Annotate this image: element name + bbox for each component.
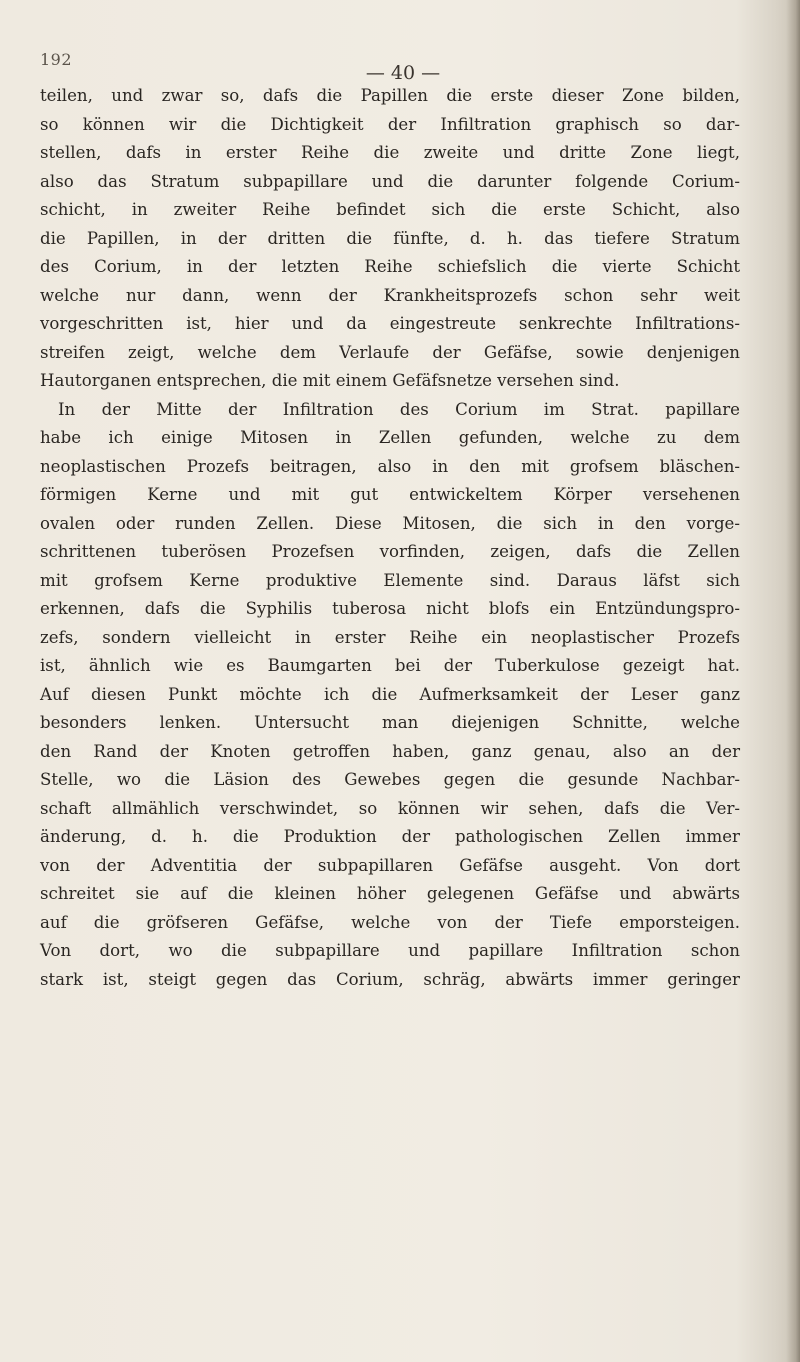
text-line: stellen, dafs in erster Reihe die zweite und dritte Zone liegt,	[40, 143, 740, 162]
text-line: neoplastischen Prozefs beitragen, also in den mit grofsem bläschen-	[40, 456, 740, 476]
text-line: also das Stratum subpapillare und die darunter folgende Corium-	[40, 171, 740, 191]
text-line: teilen, und zwar so, dafs die Papillen die erste dieser Zone bilden,	[40, 86, 740, 105]
text-line: förmigen Kerne und mit gut entwickeltem Körper versehenen	[40, 485, 740, 504]
text-line: schrittenen tuberösen Prozefsen vorfinden, zeigen, dafs die Zellen	[40, 542, 740, 561]
text-line: welche nur dann, wenn der Krankheitsprozefs schon sehr weit	[40, 285, 740, 305]
text-line: zefs, sondern vielleicht in erster Reihe ein neoplastischer Prozefs	[40, 627, 740, 647]
signature-mark: 192	[40, 50, 73, 69]
text-line: die Papillen, in der dritten die fünfte, d. h. das tiefere Stratum	[40, 228, 740, 248]
text-line: stark ist, steigt gegen das Corium, schräg, abwärts immer geringer	[40, 969, 740, 989]
text-line: Stelle, wo die Läsion des Gewebes gegen die gesunde Nachbar-	[40, 770, 740, 789]
paragraph-start-line: In der Mitte der Infiltration des Corium im Strat. papillare	[58, 399, 740, 419]
text-line: von der Adventitia der subpapillaren Gefäfse ausgeht. Von dort	[40, 855, 740, 875]
page-number: — 40 —	[365, 62, 441, 84]
text-line: den Rand der Knoten getroffen haben, ganz genau, also an der	[40, 741, 740, 761]
text-line: besonders lenken. Untersucht man diejenigen Schnitte, welche	[40, 713, 740, 732]
text-line: vorgeschritten ist, hier und da eingestreute senkrechte Infiltrations-	[40, 314, 740, 333]
page-edge-shadow	[786, 0, 800, 1362]
text-line: änderung, d. h. die Produktion der pathologischen Zellen immer	[40, 827, 740, 846]
text-line: schicht, in zweiter Reihe befindet sich die erste Schicht, also	[40, 200, 740, 219]
text-line: ovalen oder runden Zellen. Diese Mitosen, die sich in den vorge-	[40, 513, 740, 533]
text-line: schaft allmählich verschwindet, so können wir sehen, dafs die Ver-	[40, 798, 740, 818]
text-line: Hautorganen entsprechen, die mit einem Gefäfsnetze versehen sind.	[40, 371, 620, 390]
body-text	[40, 82, 740, 994]
text-line: streifen zeigt, welche dem Verlaufe der Gefäfse, sowie denjenigen	[40, 342, 740, 362]
text-line: schreitet sie auf die kleinen höher gelegenen Gefäfse und abwärts	[40, 884, 740, 903]
text-line: auf die gröfseren Gefäfse, welche von der Tiefe emporsteigen.	[40, 912, 740, 932]
text-line: des Corium, in der letzten Reihe schiefslich die vierte Schicht	[40, 257, 740, 276]
text-line: Auf diesen Punkt möchte ich die Aufmerksamkeit der Leser ganz	[40, 684, 740, 704]
text-line: erkennen, dafs die Syphilis tuberosa nicht blofs ein Entzündungspro-	[40, 599, 740, 618]
text-line: so können wir die Dichtigkeit der Infiltration graphisch so dar-	[40, 114, 740, 134]
text-line: habe ich einige Mitosen in Zellen gefunden, welche zu dem	[40, 428, 740, 447]
text-line: ist, ähnlich wie es Baumgarten bei der Tuberkulose gezeigt hat.	[40, 656, 740, 675]
text-line: mit grofsem Kerne produktive Elemente sind. Daraus läfst sich	[40, 570, 740, 590]
text-line: Von dort, wo die subpapillare und papillare Infiltration schon	[40, 941, 740, 960]
